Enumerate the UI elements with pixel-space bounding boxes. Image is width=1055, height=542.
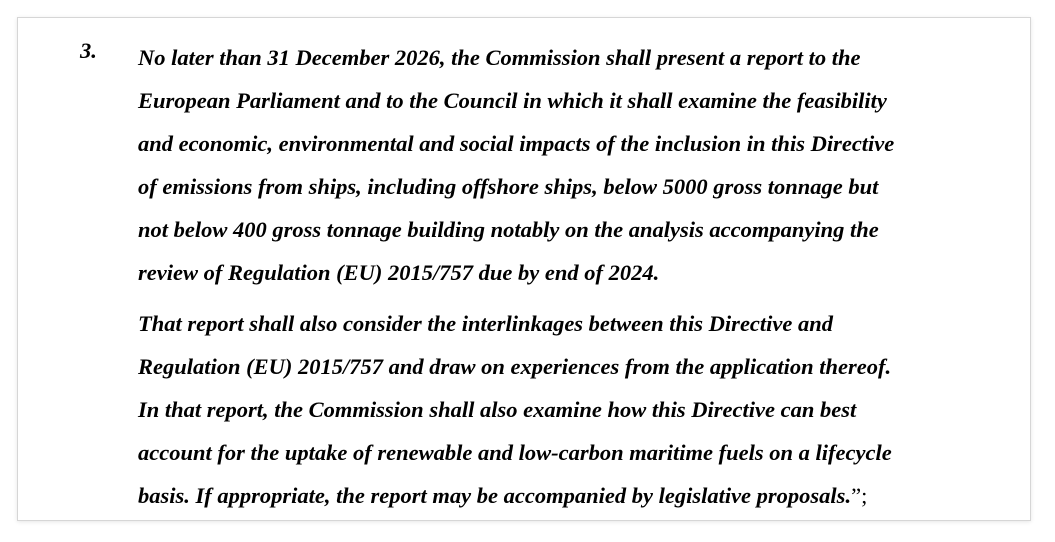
document-excerpt — [17, 17, 1031, 521]
text-line: basis. If appropriate, the report may be accompanied by legislative proposals. — [138, 483, 852, 508]
text-line: of emissions from ships, including offshore ships, below 5000 gross tonnage but — [138, 174, 879, 199]
text-line: not below 400 gross tonnage building notably on the analysis accompanying the — [138, 217, 879, 242]
text-line-last — [138, 474, 1028, 517]
text-line: review of Regulation (EU) 2015/757 due by end of 2024. — [138, 260, 660, 285]
text-line: European Parliament and to the Council in which it shall examine the feasibility — [138, 88, 887, 113]
paragraph-1 — [138, 36, 1028, 294]
text-line: In that report, the Commission shall also examine how this Directive can best — [138, 397, 857, 422]
paragraph-number: 3. — [80, 38, 97, 63]
closing-quote-mark: ”; — [851, 483, 868, 508]
paragraph-2 — [138, 302, 1028, 517]
text-line: Regulation (EU) 2015/757 and draw on experiences from the application thereof. — [138, 354, 892, 379]
text-line: That report shall also consider the interlinkages between this Directive and — [138, 311, 834, 336]
text-line: and economic, environmental and social impacts of the inclusion in this Directive — [138, 131, 895, 156]
text-line: account for the uptake of renewable and low-carbon maritime fuels on a lifecycle — [138, 440, 892, 465]
text-line: No later than 31 December 2026, the Commission shall present a report to the — [138, 45, 861, 70]
